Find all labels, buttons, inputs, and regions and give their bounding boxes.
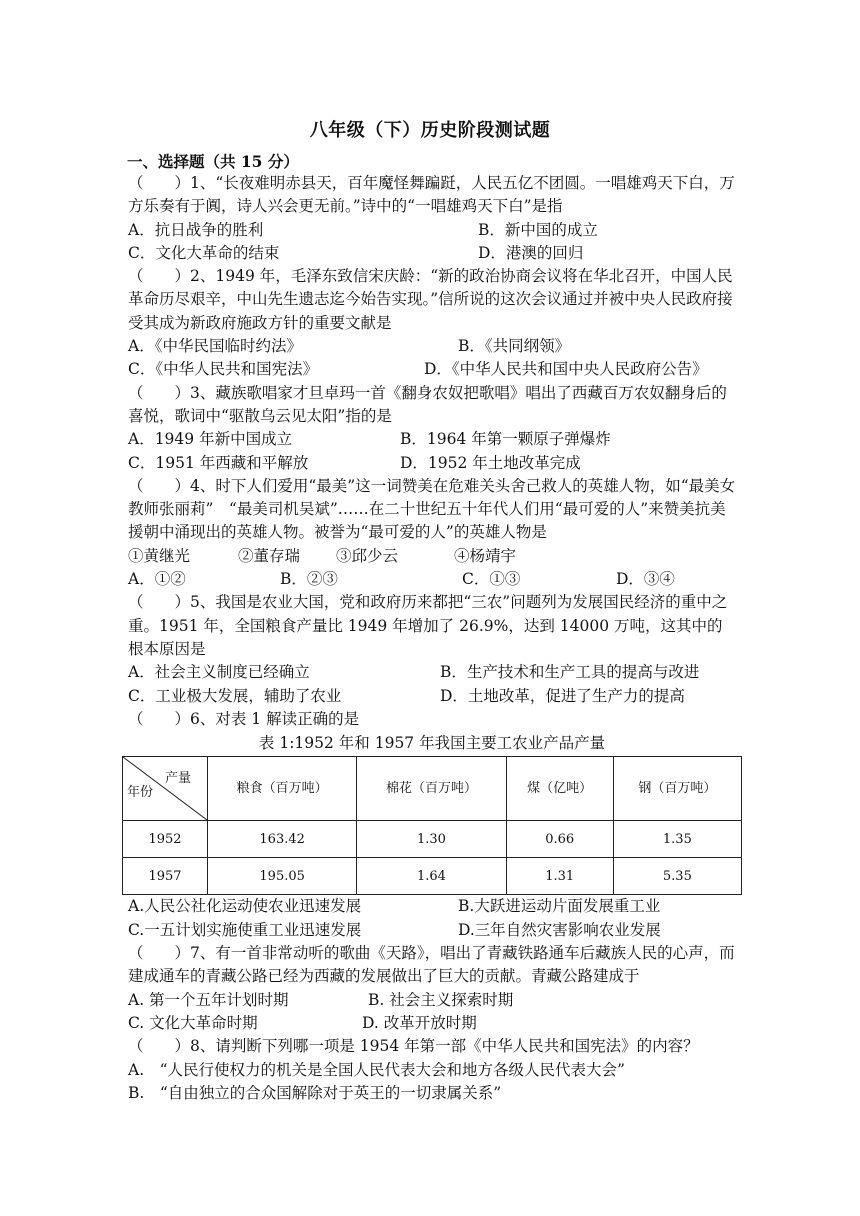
q3-option-a[interactable]: A．1949 年新中国成立 [128,430,293,449]
cell-cotton: 1.64 [357,858,506,895]
question-6-options-row-1 [128,895,736,918]
table-row [123,858,742,895]
q7-option-c[interactable]: C. 文化大革命时期 [128,1013,258,1032]
section-heading: 一、选择题（共 15 分） [127,152,299,171]
production-table [122,756,742,895]
row-year: 1952 [123,821,208,858]
q5-option-a[interactable]: A．社会主义制度已经确立 [128,663,310,682]
cell-coal: 0.66 [506,821,613,858]
q7-option-b[interactable]: B. 社会主义探索时期 [368,990,514,1009]
question-8-option-b-row [128,1082,736,1105]
q4-item-4: ④杨靖宇 [454,546,517,565]
question-7-options-row-2 [128,1012,736,1035]
header-output-label: 产量 [164,771,191,787]
table-header-row [123,757,742,821]
q6-option-c[interactable]: C.一五计划实施使重工业迅速发展 [128,920,362,939]
question-4-stem: （ ）4、时下人们爱用“最美”这一词赞美在危难关头舍己救人的英雄人物，如“最美女教师张丽莉” “最美司机吴斌”……在二十世纪五十年代人们用“最可爱的人”来赞美抗美援朝中涌现出的英雄人物。被誉为“最可爱的人”的英雄人物是 [128,476,736,542]
question-3-options-row-1 [128,428,736,451]
column-header-cotton: 棉花（百万吨） [357,757,506,821]
q2-option-c[interactable]: C．《中华人民共和国宪法》 [128,360,319,379]
q7-option-a[interactable]: A. 第一个五年计划时期 [128,990,289,1009]
cell-grain: 195.05 [208,858,357,895]
table-caption: 表 1:1952 年和 1957 年我国主要工农业产品产量 [258,734,606,753]
header-year-label: 年份 [127,785,154,801]
q1-option-c[interactable]: C．文化大革命的结束 [128,243,280,262]
question-2-options-row-2 [128,358,736,381]
cell-grain: 163.42 [208,821,357,858]
question-3-options-row-2 [128,452,736,475]
question-3-stem: （ ）3、藏族歌唱家才旦卓玛一首《翻身农奴把歌唱》唱出了西藏百万农奴翻身后的喜悦，歌词中“驱散乌云见太阳”指的是 [128,383,727,425]
question-5-options-row-1 [128,661,736,684]
question-5-options-row-2 [128,685,736,708]
q5-option-b[interactable]: B．生产技术和生产工具的提高与改进 [440,663,700,682]
q2-option-d[interactable]: D．《中华人民共和国中央人民政府公告》 [424,360,708,379]
question-list [128,172,736,1105]
column-header-steel: 钢（百万吨） [613,757,741,821]
q4-item-1: ①黄继光 [128,546,191,565]
question-6-stem: （ ）6、对表 1 解读正确的是 [128,709,360,728]
q2-option-a[interactable]: A．《中华民国临时约法》 [128,337,302,356]
q1-option-b[interactable]: B．新中国的成立 [478,220,598,239]
column-header-coal: 煤（亿吨） [506,757,613,821]
question-5-stem: （ ）5、我国是农业大国，党和政府历来都把“三农”问题列为发展国民经济的重中之重。1951 年，全国粮食产量比 1949 年增加了 26.9%，达到 14000 万吨，这其中的根本原因是 [128,593,728,658]
q4-option-b[interactable]: B．②③ [280,570,338,589]
q7-option-d[interactable]: D. 改革开放时期 [362,1013,477,1032]
cell-cotton: 1.30 [357,821,506,858]
question-8-stem: （ ）8、请判断下列哪一项是 1954 年第一部《中华人民共和国宪法》的内容？ [128,1037,699,1056]
q3-option-b[interactable]: B．1964 年第一颗原子弹爆炸 [400,430,611,449]
q6-option-b[interactable]: B.大跃进运动片面发展重工业 [458,897,661,916]
q3-option-d[interactable]: D．1952 年土地改革完成 [400,453,581,472]
cell-coal: 1.31 [506,858,613,895]
question-1-stem: （ ）1、“长夜难明赤县天，百年魔怪舞蹁跹，人民五亿不团圆。一唱雄鸡天下白，万方乐奏有于阗，诗人兴会更无前。”诗中的“一唱雄鸡天下白”是指 [128,174,735,216]
q4-option-d[interactable]: D．③④ [616,570,675,589]
q1-option-d[interactable]: D．港澳的回归 [478,243,584,262]
question-6-options-row-2 [128,919,736,942]
q4-item-3: ③邱少云 [336,546,399,565]
question-4-options [128,568,736,591]
q4-option-a[interactable]: A．①② [128,570,186,589]
question-7-stem: （ ）7、有一首非常动听的歌曲《天路》，唱出了青藏铁路通车后藏族人民的心声，而建成通车的青藏公路已经为西藏的发展做出了巨大的贡献。青藏公路建成于 [128,944,735,986]
column-header-grain: 粮食（百万吨） [208,757,357,821]
q2-option-b[interactable]: B．《共同纲领》 [458,337,571,356]
q8-option-b[interactable]: B. “自由独立的合众国解除对于英王的一切隶属关系” [128,1083,502,1102]
table-row [123,821,742,858]
row-year: 1957 [123,858,208,895]
question-7-options-row-1 [128,989,736,1012]
question-4-items [128,545,736,568]
q3-option-c[interactable]: C．1951 年西藏和平解放 [128,453,309,472]
question-2-stem: （ ）2、1949 年，毛泽东致信宋庆龄：“新的政治协商会议将在华北召开，中国人民革命历尽艰辛，中山先生遗志迄今始告实现。”信所说的这次会议通过并被中央人民政府接受其成为新政府施政方针的重要文献是 [128,267,733,332]
q5-option-d[interactable]: D．土地改革，促进了生产力的提高 [440,686,685,705]
q1-option-a[interactable]: A．抗日战争的胜利 [128,220,264,239]
cell-steel: 1.35 [613,821,741,858]
question-2-options-row-1 [128,335,736,358]
question-1-options-row-1 [128,219,736,242]
q6-option-d[interactable]: D.三年自然灾害影响农业发展 [458,920,661,939]
page-title: 八年级（下）历史阶段测试题 [309,120,551,141]
q8-option-a[interactable]: A. “人民行使权力的机关是全国人民代表大会和地方各级人民代表大会” [128,1060,625,1079]
question-8-option-a-row [128,1059,736,1082]
q5-option-c[interactable]: C．工业极大发展，辅助了农业 [128,686,342,705]
cell-steel: 5.35 [613,858,741,895]
question-1-options-row-2 [128,242,736,265]
q6-option-a[interactable]: A.人民公社化运动使农业迅速发展 [128,897,362,916]
table-diagonal-header [123,757,208,821]
q4-option-c[interactable]: C．①③ [462,570,521,589]
q4-item-2: ②董存瑞 [238,546,301,565]
